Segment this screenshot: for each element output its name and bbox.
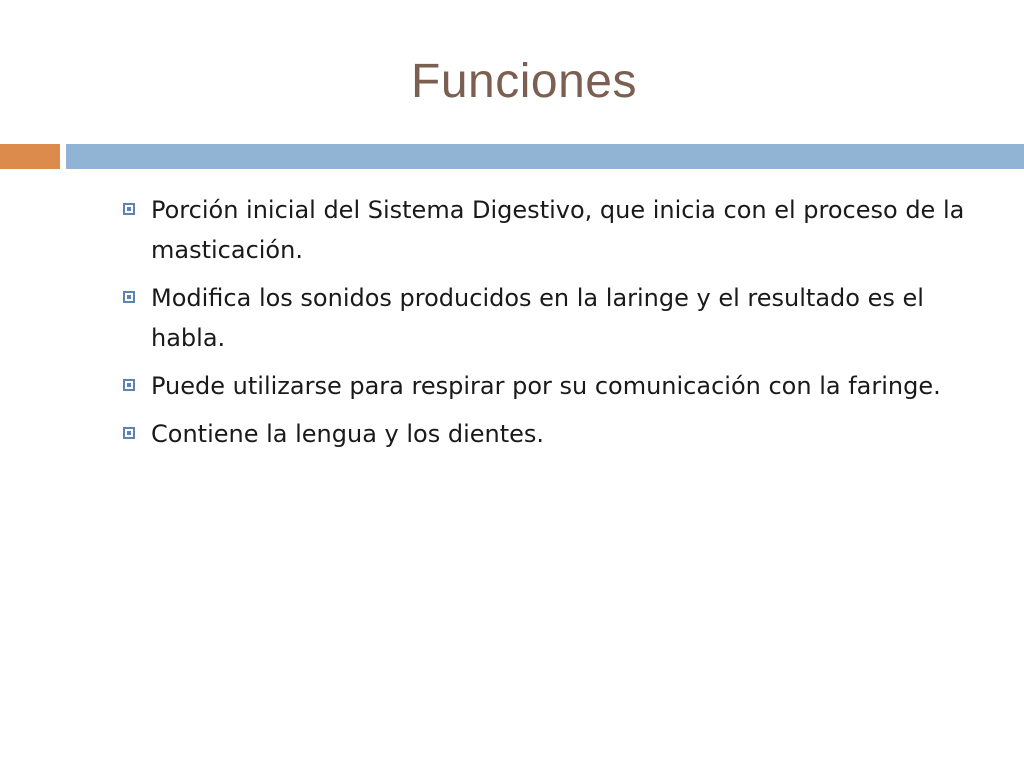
bullet-list (121, 190, 971, 462)
square-bullet-icon (123, 291, 135, 303)
title-accent-bar-orange (0, 144, 60, 169)
bullet-item (121, 278, 971, 358)
bullet-item (121, 190, 971, 270)
bullet-item (121, 414, 971, 454)
square-bullet-icon (123, 427, 135, 439)
square-bullet-icon (123, 379, 135, 391)
square-bullet-icon (123, 203, 135, 215)
title-accent-bar-blue (66, 144, 1024, 169)
slide-title: Funciones (411, 55, 637, 108)
bullet-item (121, 366, 971, 406)
bullet-text: Contiene la lengua y los dientes. (151, 420, 545, 448)
bullet-text: Porción inicial del Sistema Digestivo, que inicia con el proceso de la masticación. (151, 196, 965, 264)
bullet-text: Puede utilizarse para respirar por su comunicación con la faringe. (151, 372, 941, 400)
bullet-text: Modifica los sonidos producidos en la laringe y el resultado es el habla. (151, 284, 924, 352)
